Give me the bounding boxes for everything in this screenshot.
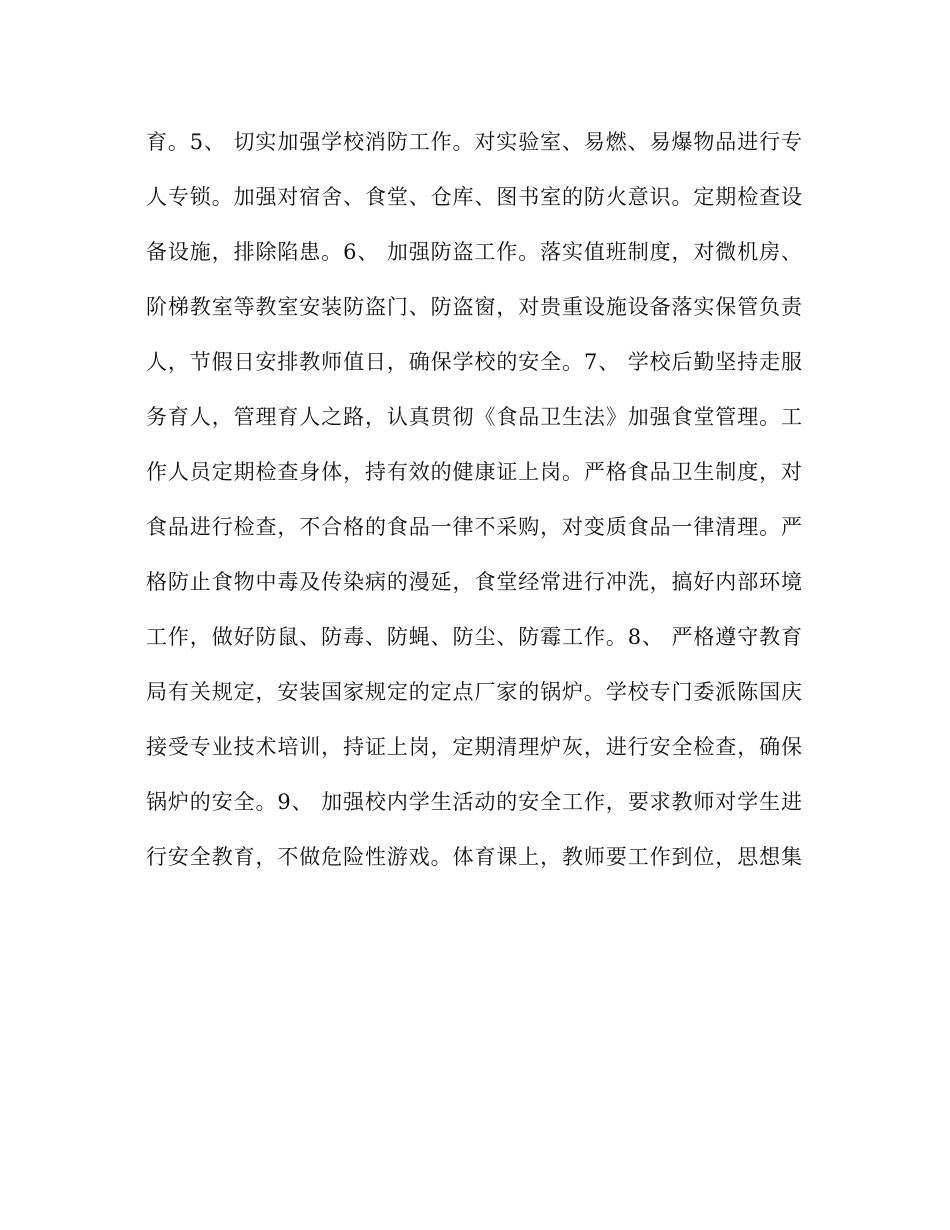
text-line: 备设施，排除陷患。6、 加强防盗工作。落实值班制度，对微机房、 bbox=[146, 240, 802, 264]
text-line: 接受专业技术培训，持证上岗，定期清理炉灰，进行安全检查，确保 bbox=[146, 735, 802, 759]
text-line: 锅炉的安全。9、 加强校内学生活动的安全工作，要求教师对学生进 bbox=[146, 790, 802, 814]
text-line: 阶梯教室等教室安装防盗门、防盗窗，对贵重设施设备落实保管负责 bbox=[146, 295, 802, 319]
text-line: 务育人，管理育人之路，认真贯彻《食品卫生法》加强食堂管理。工 bbox=[146, 405, 802, 429]
text-line: 行安全教育，不做危险性游戏。体育课上，教师要工作到位，思想集 bbox=[146, 845, 802, 869]
text-line: 人专锁。加强对宿舍、食堂、仓库、图书室的防火意识。定期检查设 bbox=[146, 185, 802, 209]
body-text bbox=[146, 121, 802, 891]
text-line: 育。5、 切实加强学校消防工作。对实验室、易燃、易爆物品进行专 bbox=[146, 130, 802, 154]
text-line: 局有关规定，安装国家规定的定点厂家的锅炉。学校专门委派陈国庆 bbox=[146, 680, 802, 704]
text-line: 工作，做好防鼠、防毒、防蝇、防尘、防霉工作。8、 严格遵守教育 bbox=[146, 625, 802, 649]
text-line: 格防止食物中毒及传染病的漫延，食堂经常进行冲洗，搞好内部环境 bbox=[146, 570, 802, 594]
text-line: 人，节假日安排教师值日，确保学校的安全。7、 学校后勤坚持走服 bbox=[146, 350, 802, 374]
text-line: 食品进行检查，不合格的食品一律不采购，对变质食品一律清理。严 bbox=[146, 515, 802, 539]
text-line: 作人员定期检查身体，持有效的健康证上岗。严格食品卫生制度，对 bbox=[146, 460, 802, 484]
